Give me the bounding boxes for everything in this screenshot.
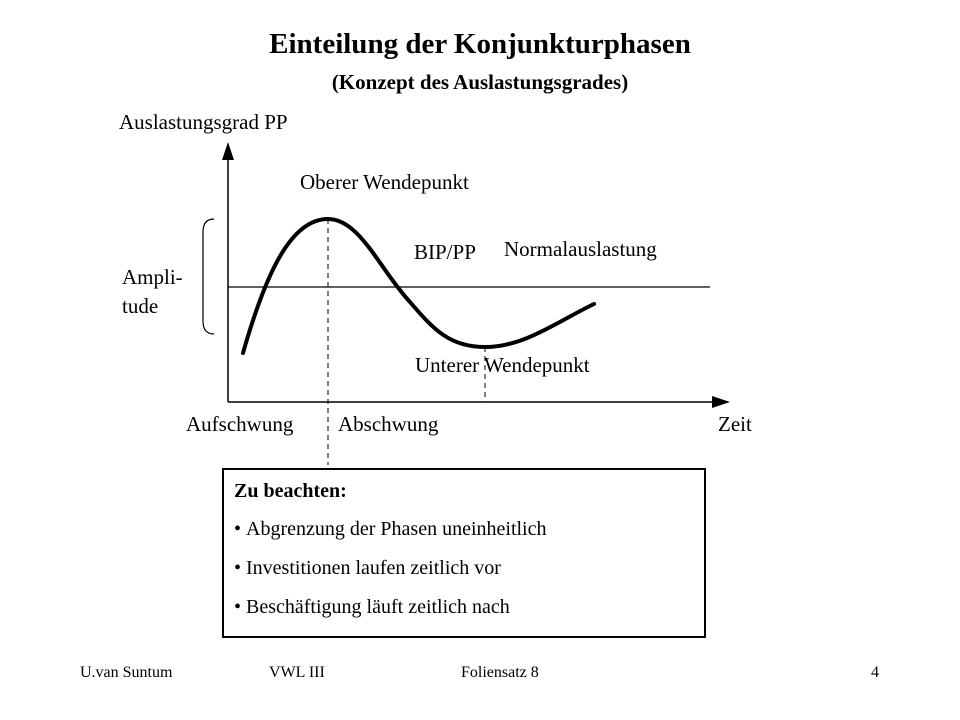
- x-axis-arrowhead: [712, 396, 730, 408]
- y-axis-arrowhead: [222, 142, 234, 160]
- notes-item: • Beschäftigung läuft zeitlich nach: [234, 596, 704, 619]
- footer-author: U.van Suntum: [80, 664, 173, 681]
- amplitude-bracket: [203, 219, 214, 334]
- footer-set: Foliensatz 8: [461, 664, 539, 681]
- x-axis-label: Zeit: [718, 412, 752, 436]
- phase-upswing-label: Aufschwung: [186, 412, 294, 436]
- slide-title: Einteilung der Konjunkturphasen: [269, 28, 691, 60]
- y-axis-label: Auslastungsgrad PP: [119, 110, 288, 134]
- normal-line-label: Normalauslastung: [504, 237, 657, 261]
- notes-item: • Investitionen laufen zeitlich vor: [234, 557, 704, 580]
- notes-heading: Zu beachten:: [234, 480, 347, 502]
- notes-list: [234, 518, 704, 619]
- amplitude-label-line2: tude: [122, 294, 159, 318]
- notes-box: [222, 468, 706, 638]
- notes-item: • Abgrenzung der Phasen uneinheitlich: [234, 518, 704, 541]
- peak-label: Oberer Wendepunkt: [300, 170, 469, 194]
- footer-page-number: 4: [871, 664, 879, 681]
- curve-label: BIP/PP: [414, 240, 476, 264]
- trough-label: Unterer Wendepunkt: [415, 353, 590, 377]
- phase-downswing-label: Abschwung: [338, 412, 439, 436]
- footer-course: VWL III: [269, 664, 325, 681]
- slide-subtitle: (Konzept des Auslastungsgrades): [331, 70, 629, 94]
- amplitude-label-line1: Ampli-: [122, 265, 183, 289]
